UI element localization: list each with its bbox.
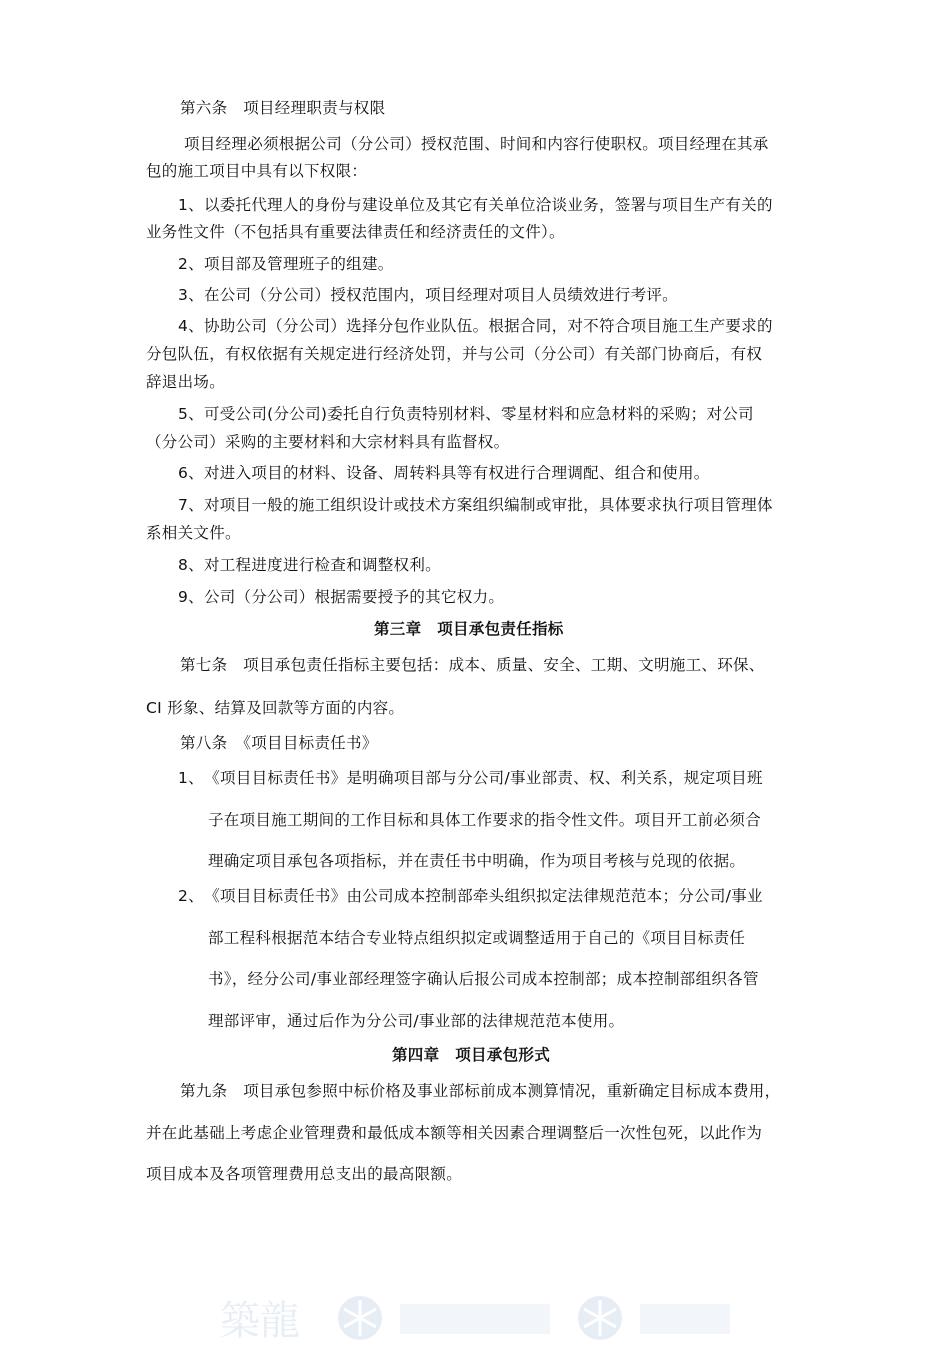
text-line: 业务性文件（不包括具有重要法律责任和经济责任的文件）。 (146, 223, 565, 241)
chapter-heading: 第四章 项目承包形式 (392, 1046, 551, 1064)
chapter-heading: 第三章 项目承包责任指标 (374, 620, 564, 638)
text-line: 辞退出场。 (146, 373, 226, 391)
text-line: 子在项目施工期间的工作目标和具体工作要求的指令性文件。项目开工前必须合 (208, 811, 762, 829)
text-line: 书》，经分公司/事业部经理签字确认后报公司成本控制部；成本控制部组织各管 (208, 970, 759, 988)
text-line: 项目成本及各项管理费用总支出的最高限额。 (146, 1165, 463, 1183)
watermark-text: 築龍 (220, 1298, 300, 1344)
text-line: CI 形象、结算及回款等方面的内容。 (146, 699, 405, 717)
text-line: 第六条 项目经理职责与权限 (180, 99, 386, 117)
text-line: （分公司）采购的主要材料和大宗材料具有监督权。 (146, 433, 510, 451)
text-line: 系相关文件。 (146, 524, 241, 542)
text-line: 1、以委托代理人的身份与建设单位及其它有关单位洽谈业务，签署与项目生产有关的 (178, 196, 773, 214)
watermark (220, 1290, 740, 1344)
text-line: 部工程科根据范本结合专业特点组织拟定或调整适用于自己的《项目目标责任 (208, 929, 746, 947)
text-line: 3、在公司（分公司）授权范围内，项目经理对项目人员绩效进行考评。 (178, 286, 678, 304)
text-line: 2、 《项目目标责任书》由公司成本控制部牵头组织拟定法律规范范本；分公司/事业 (178, 887, 763, 905)
text-line: 5、可受公司(分公司)委托自行负责特别材料、零星材料和应急材料的采购；对公司 (178, 405, 754, 423)
text-line: 分包队伍，有权依据有关规定进行经济处罚，并与公司（分公司）有关部门协商后，有权 (146, 345, 763, 363)
snowflake-icon (338, 1296, 382, 1340)
text-line: 6、对进入项目的材料、设备、周转料具等有权进行合理调配、组合和使用。 (178, 464, 710, 482)
text-line: 项目经理必须根据公司（分公司）授权范围、时间和内容行使职权。项目经理在其承 (184, 135, 769, 153)
text-line: 4、协助公司（分公司）选择分包作业队伍。根据合同，对不符合项目施工生产要求的 (178, 317, 773, 335)
text-line: 9、公司（分公司）根据需要授予的其它权力。 (178, 588, 505, 606)
text-line: 1、 《项目目标责任书》是明确项目部与分公司/事业部责、权、利关系，规定项目班 (178, 769, 763, 787)
text-line: 第七条 项目承包责任指标主要包括：成本、质量、安全、工期、文明施工、环保、 (180, 656, 765, 674)
snowflake-icon-2 (578, 1296, 622, 1340)
text-line: 7、对项目一般的施工组织设计或技术方案组织编制或审批，具体要求执行项目管理体 (178, 496, 773, 514)
text-line: 理确定项目承包各项指标，并在责任书中明确，作为项目考核与兑现的依据。 (208, 852, 746, 870)
text-line: 并在此基础上考虑企业管理费和最低成本额等相关因素合理调整后一次性包死，以此作为 (146, 1124, 763, 1142)
text-line: 包的施工项目中具有以下权限： (146, 162, 368, 180)
text-line: 第九条 项目承包参照中标价格及事业部标前成本测算情况，重新确定目标成本费用， (180, 1082, 781, 1100)
text-line: 第八条 《项目目标责任书》 (180, 734, 378, 752)
text-line: 2、项目部及管理班子的组建。 (178, 255, 394, 273)
text-line: 理部评审，通过后作为分公司/事业部的法律规范范本使用。 (208, 1012, 625, 1030)
text-line: 8、对工程进度进行检查和调整权利。 (178, 556, 441, 574)
